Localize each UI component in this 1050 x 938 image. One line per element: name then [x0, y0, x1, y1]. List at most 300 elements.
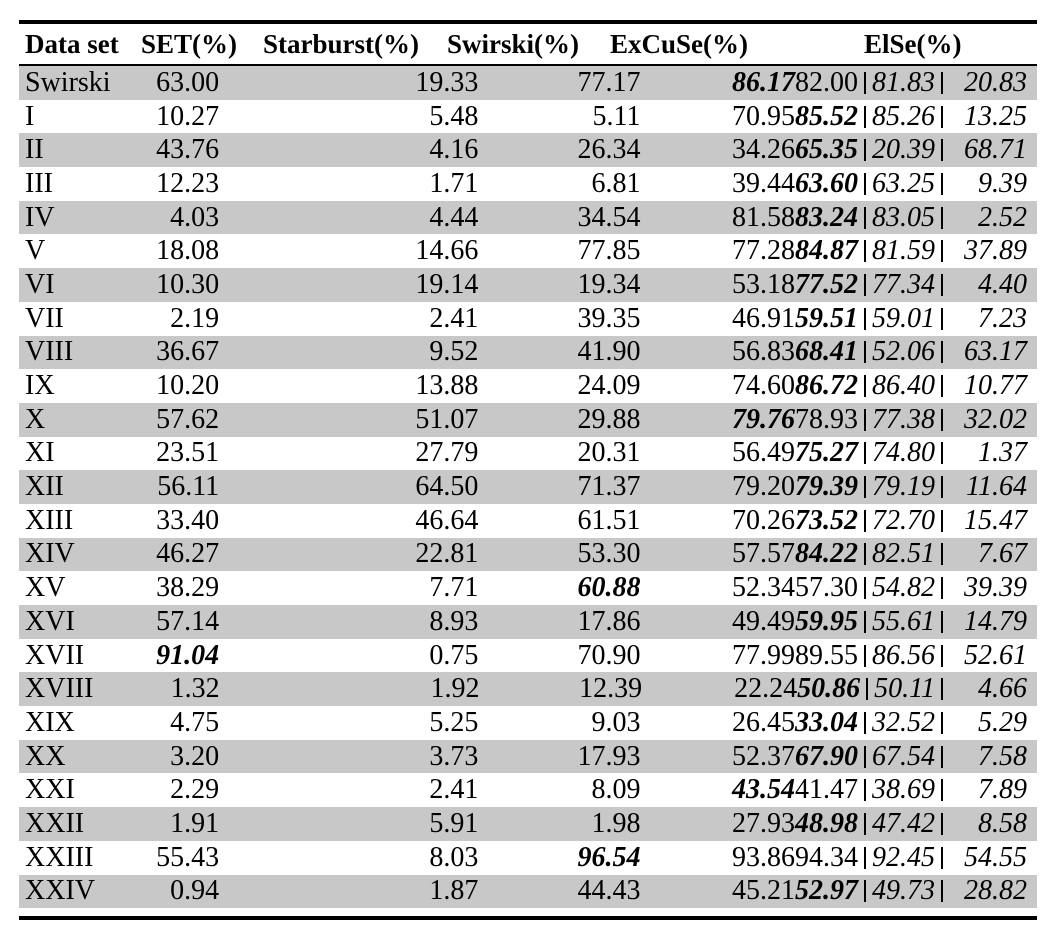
separator-bar [864, 72, 866, 94]
cell-excuse: 79.76 [732, 403, 796, 435]
cell-starburst: 8.93 [429, 605, 479, 637]
table-row [19, 504, 1037, 538]
else-value-second: 49.73 [872, 875, 936, 907]
cell-set: 3.20 [170, 740, 220, 772]
cell-set: 1.91 [170, 807, 220, 839]
cell-excuse: 57.57 [732, 538, 796, 570]
cell-data-set: XX [25, 740, 66, 772]
separator-bar [941, 510, 943, 532]
else-value-main: 73.52 [795, 504, 859, 536]
else-value-second: 72.70 [872, 504, 936, 536]
cell-set: 2.19 [170, 302, 220, 334]
separator-bar [864, 847, 866, 869]
header-starburst: Starburst(%) [263, 28, 419, 59]
else-value-second: 82.51 [872, 538, 936, 570]
cell-data-set: XXI [25, 774, 75, 806]
cell-set: 33.40 [156, 504, 220, 536]
cell-else [795, 504, 1037, 536]
separator-bar [864, 442, 866, 464]
cell-else [795, 841, 1037, 873]
cell-data-set: XIV [25, 538, 75, 570]
separator-bar [941, 476, 943, 498]
separator-bar [941, 72, 943, 94]
cell-starburst: 5.25 [429, 706, 479, 738]
table-row [19, 470, 1037, 504]
else-value-second: 59.01 [872, 302, 936, 334]
else-value-main: 67.90 [795, 740, 859, 772]
separator-bar [941, 375, 943, 397]
cell-set: 43.76 [156, 134, 220, 166]
else-value-third: 4.40 [978, 268, 1028, 300]
else-value-main: 59.95 [795, 605, 859, 637]
table-row [19, 66, 1037, 100]
separator-bar [941, 308, 943, 330]
separator-bar [864, 645, 866, 667]
cell-starburst: 4.16 [429, 134, 479, 166]
else-value-main: 89.55 [795, 639, 859, 671]
cell-data-set: VII [25, 302, 64, 334]
cell-data-set: XIX [25, 706, 75, 738]
cell-swirski: 39.35 [577, 302, 641, 334]
cell-excuse: 52.34 [732, 572, 796, 604]
else-value-main: 65.35 [795, 134, 859, 166]
cell-excuse: 46.91 [732, 302, 796, 334]
table-row [19, 403, 1037, 437]
cell-data-set: Swirski [25, 66, 111, 98]
separator-bar [864, 611, 866, 633]
cell-else [795, 639, 1037, 671]
separator-bar [866, 678, 868, 700]
cell-data-set: XVI [25, 605, 75, 637]
table-row [19, 302, 1037, 336]
else-value-third: 7.23 [978, 302, 1028, 334]
cell-starburst: 5.91 [429, 807, 479, 839]
else-value-main: 63.60 [795, 167, 859, 199]
table-row [19, 437, 1037, 471]
bottom-rule [19, 916, 1037, 920]
separator-bar [941, 173, 943, 195]
else-value-third: 1.37 [978, 437, 1028, 469]
cell-excuse: 34.26 [732, 134, 796, 166]
table-row [19, 369, 1037, 403]
table-body [19, 66, 1037, 908]
cell-starburst: 2.41 [429, 774, 479, 806]
separator-bar [941, 341, 943, 363]
table-row [19, 672, 1037, 706]
else-value-main: 75.27 [795, 437, 859, 469]
else-value-main: 50.86 [797, 673, 861, 705]
separator-bar [864, 577, 866, 599]
cell-set: 4.03 [170, 201, 220, 233]
else-value-third: 37.89 [964, 235, 1028, 267]
separator-bar [864, 207, 866, 229]
cell-else [795, 167, 1037, 199]
cell-else [795, 605, 1037, 637]
cell-data-set: XXIV [25, 875, 95, 907]
cell-swirski: 24.09 [577, 370, 641, 402]
cell-else [795, 100, 1037, 132]
separator-bar [864, 476, 866, 498]
cell-set: 57.14 [156, 605, 220, 637]
cell-swirski: 70.90 [577, 639, 641, 671]
cell-swirski: 26.34 [577, 134, 641, 166]
cell-else [795, 877, 1037, 905]
cell-swirski: 53.30 [577, 538, 641, 570]
cell-set: 38.29 [156, 572, 220, 604]
separator-bar [941, 274, 943, 296]
separator-bar [864, 106, 866, 128]
else-value-second: 77.38 [872, 403, 936, 435]
else-value-second: 55.61 [872, 605, 936, 637]
cell-starburst: 8.03 [429, 841, 479, 873]
else-value-second: 67.54 [872, 740, 936, 772]
cell-data-set: XXIII [25, 841, 94, 873]
separator-bar [941, 409, 943, 431]
table-row [19, 336, 1037, 370]
cell-set: 36.67 [156, 336, 220, 368]
else-value-second: 81.83 [872, 66, 936, 98]
cell-else [795, 740, 1037, 772]
table-row [19, 740, 1037, 774]
else-value-second: 20.39 [872, 134, 936, 166]
else-value-third: 63.17 [964, 336, 1028, 368]
cell-data-set: II [25, 134, 44, 166]
table-row [19, 706, 1037, 740]
else-value-main: 78.93 [795, 403, 859, 435]
cell-starburst: 46.64 [415, 504, 479, 536]
cell-starburst: 19.14 [415, 268, 479, 300]
cell-else [795, 473, 1037, 501]
cell-else [795, 66, 1037, 98]
else-value-third: 9.39 [978, 167, 1028, 199]
cell-starburst: 22.81 [415, 538, 479, 570]
separator-bar [864, 341, 866, 363]
table-row [19, 639, 1037, 673]
cell-starburst: 51.07 [415, 403, 479, 435]
separator-bar [941, 847, 943, 869]
else-value-third: 8.58 [978, 807, 1028, 839]
separator-bar [864, 746, 866, 768]
cell-set: 10.30 [156, 268, 220, 300]
else-value-main: 82.00 [795, 66, 859, 98]
table-row [19, 268, 1037, 302]
else-value-second: 92.45 [872, 841, 936, 873]
separator-bar [941, 139, 943, 161]
cell-starburst: 64.50 [415, 471, 479, 503]
cell-excuse: 22.24 [734, 673, 798, 705]
else-value-main: 77.52 [795, 268, 859, 300]
cell-data-set: XII [25, 471, 64, 503]
header-else: ElSe(%) [864, 28, 962, 59]
cell-starburst: 7.71 [429, 572, 479, 604]
cell-data-set: X [25, 403, 46, 435]
else-value-main: 41.47 [795, 774, 859, 806]
else-value-main: 68.41 [795, 336, 859, 368]
cell-data-set: XVII [25, 639, 85, 671]
table-row [19, 807, 1037, 841]
separator-bar [941, 442, 943, 464]
cell-else [795, 268, 1037, 300]
cell-set: 10.20 [156, 370, 220, 402]
cell-excuse: 53.18 [732, 268, 796, 300]
else-value-second: 77.34 [872, 268, 936, 300]
else-value-main: 84.87 [795, 235, 859, 267]
cell-else [795, 439, 1037, 467]
cell-set: 46.27 [156, 538, 220, 570]
cell-excuse: 39.44 [732, 167, 796, 199]
separator-bar [864, 274, 866, 296]
cell-starburst: 9.52 [429, 336, 479, 368]
else-value-main: 84.22 [795, 538, 859, 570]
else-value-third: 54.55 [964, 841, 1028, 873]
cell-data-set: IX [25, 370, 55, 402]
else-value-third: 4.66 [978, 673, 1027, 705]
cell-else [795, 807, 1037, 839]
else-value-third: 11.64 [966, 471, 1028, 503]
cell-starburst: 2.41 [429, 302, 479, 334]
cell-excuse: 52.37 [732, 740, 796, 772]
separator-bar [941, 746, 943, 768]
separator-bar [864, 375, 866, 397]
cell-swirski: 77.85 [577, 235, 641, 267]
cell-excuse: 93.86 [732, 841, 796, 873]
else-value-second: 38.69 [872, 774, 936, 806]
else-value-second: 86.40 [872, 370, 936, 402]
cell-excuse: 45.21 [732, 875, 796, 907]
else-value-second: 74.80 [872, 437, 936, 469]
else-value-main: 33.04 [795, 706, 859, 738]
cell-set: 2.29 [170, 774, 220, 806]
cell-else [795, 403, 1037, 435]
header-excuse: ExCuSe(%) [610, 28, 749, 59]
cell-set: 18.08 [156, 235, 220, 267]
separator-bar [864, 510, 866, 532]
cell-excuse: 27.93 [732, 807, 796, 839]
cell-swirski: 17.86 [577, 605, 641, 637]
else-value-main: 86.72 [795, 370, 859, 402]
else-value-third: 39.39 [964, 572, 1028, 604]
cell-swirski: 19.34 [577, 268, 641, 300]
else-value-third: 5.29 [978, 706, 1028, 738]
cell-swirski: 77.17 [577, 66, 641, 98]
cell-data-set: VI [25, 268, 55, 300]
else-value-third: 28.82 [964, 875, 1028, 907]
cell-else [795, 574, 1037, 602]
header-set: SET(%) [141, 28, 238, 59]
cell-else [795, 338, 1037, 366]
else-value-second: 63.25 [872, 167, 936, 199]
cell-starburst: 0.75 [429, 639, 479, 671]
table-row [19, 133, 1037, 167]
table-row [19, 605, 1037, 639]
else-value-main: 57.30 [795, 572, 859, 604]
else-value-third: 7.89 [978, 774, 1028, 806]
cell-set: 23.51 [156, 437, 220, 469]
else-value-second: 79.19 [872, 471, 936, 503]
header-data-set: Data set [25, 28, 119, 59]
cell-else [795, 237, 1037, 265]
cell-else [797, 675, 1037, 703]
separator-bar [941, 712, 943, 734]
cell-swirski: 12.39 [579, 673, 643, 705]
separator-bar [941, 678, 943, 700]
cell-data-set: IV [25, 201, 55, 233]
separator-bar [864, 240, 866, 262]
separator-bar [864, 813, 866, 835]
cell-starburst: 13.88 [415, 370, 479, 402]
cell-excuse: 70.26 [732, 504, 796, 536]
cell-set: 12.23 [156, 167, 220, 199]
cell-swirski: 34.54 [577, 201, 641, 233]
cell-starburst: 1.92 [430, 673, 480, 705]
cell-swirski: 20.31 [577, 437, 641, 469]
cell-set: 63.00 [156, 66, 220, 98]
else-value-third: 68.71 [964, 134, 1028, 166]
cell-excuse: 49.49 [732, 605, 796, 637]
cell-data-set: XI [25, 437, 55, 469]
else-value-main: 79.39 [795, 471, 859, 503]
cell-swirski: 9.03 [591, 706, 641, 738]
cell-data-set: XVIII [25, 673, 94, 705]
else-value-second: 83.05 [872, 201, 936, 233]
else-value-second: 52.06 [872, 336, 936, 368]
separator-bar [941, 779, 943, 801]
table-row [19, 571, 1037, 605]
cell-swirski: 5.11 [592, 100, 641, 132]
cell-else [795, 540, 1037, 568]
separator-bar [864, 779, 866, 801]
table-row [19, 100, 1037, 134]
cell-swirski: 6.81 [591, 167, 641, 199]
cell-data-set: I [25, 100, 35, 132]
else-value-third: 13.25 [964, 100, 1028, 132]
cell-starburst: 3.73 [429, 740, 479, 772]
else-value-third: 52.61 [964, 639, 1028, 671]
else-value-second: 47.42 [872, 807, 936, 839]
cell-excuse: 74.60 [732, 370, 796, 402]
separator-bar [941, 611, 943, 633]
separator-bar [941, 543, 943, 565]
else-value-third: 20.83 [964, 66, 1028, 98]
else-value-third: 7.58 [978, 740, 1028, 772]
cell-set: 57.62 [156, 403, 220, 435]
separator-bar [941, 813, 943, 835]
cell-else [795, 302, 1037, 334]
table-row [19, 201, 1037, 235]
table-row [19, 773, 1037, 807]
cell-swirski: 29.88 [577, 403, 641, 435]
else-value-third: 14.79 [964, 605, 1028, 637]
separator-bar [941, 577, 943, 599]
separator-bar [864, 308, 866, 330]
header-swirski: Swirski(%) [447, 28, 580, 59]
cell-starburst: 1.71 [429, 167, 479, 199]
cell-starburst: 19.33 [415, 66, 479, 98]
separator-bar [941, 240, 943, 262]
separator-bar [864, 712, 866, 734]
cell-starburst: 27.79 [415, 437, 479, 469]
cell-swirski: 61.51 [577, 504, 641, 536]
cell-set: 55.43 [156, 841, 220, 873]
cell-set: 56.11 [157, 471, 220, 503]
cell-starburst: 4.44 [429, 201, 479, 233]
cell-excuse: 86.17 [732, 66, 796, 98]
separator-bar [864, 173, 866, 195]
cell-swirski: 1.98 [591, 807, 641, 839]
results-table [19, 20, 1037, 920]
cell-excuse: 56.49 [732, 437, 796, 469]
cell-excuse: 26.45 [732, 706, 796, 738]
separator-bar [864, 409, 866, 431]
cell-swirski: 17.93 [577, 740, 641, 772]
else-value-second: 86.56 [872, 639, 936, 671]
cell-excuse: 56.83 [732, 336, 796, 368]
cell-swirski: 96.54 [577, 841, 641, 873]
cell-swirski: 41.90 [577, 336, 641, 368]
cell-data-set: VIII [25, 336, 74, 368]
cell-swirski: 60.88 [577, 572, 641, 604]
cell-set: 0.94 [170, 875, 220, 907]
cell-swirski: 8.09 [591, 774, 641, 806]
else-value-second: 32.52 [872, 706, 936, 738]
table-row [19, 167, 1037, 201]
cell-swirski: 71.37 [577, 471, 641, 503]
cell-swirski: 44.43 [577, 875, 641, 907]
cell-excuse: 70.95 [732, 100, 796, 132]
separator-bar [941, 880, 943, 902]
cell-set: 91.04 [156, 639, 220, 671]
cell-data-set: XXII [25, 807, 85, 839]
table-row [19, 234, 1037, 268]
cell-data-set: XV [25, 572, 66, 604]
else-value-third: 7.67 [978, 538, 1028, 570]
separator-bar [864, 543, 866, 565]
separator-bar [941, 645, 943, 667]
cell-excuse: 79.20 [732, 471, 796, 503]
cell-starburst: 5.48 [429, 100, 479, 132]
else-value-main: 59.51 [795, 302, 859, 334]
cell-else [795, 136, 1037, 164]
separator-bar [941, 106, 943, 128]
else-value-second: 54.82 [872, 572, 936, 604]
cell-else [795, 201, 1037, 233]
else-value-main: 52.97 [795, 875, 859, 907]
cell-data-set: V [25, 235, 46, 267]
else-value-second: 81.59 [872, 235, 936, 267]
separator-bar [864, 139, 866, 161]
cell-data-set: XIII [25, 504, 74, 536]
cell-excuse: 77.28 [732, 235, 796, 267]
cell-data-set: III [25, 167, 53, 199]
else-value-main: 83.24 [795, 201, 859, 233]
cell-else [795, 372, 1037, 400]
cell-excuse: 77.99 [732, 639, 796, 671]
cell-starburst: 1.87 [429, 875, 479, 907]
table-row [19, 538, 1037, 572]
table-header-row [19, 24, 1037, 64]
else-value-third: 10.77 [964, 370, 1028, 402]
cell-set: 1.32 [170, 673, 220, 705]
cell-else [795, 706, 1037, 738]
else-value-main: 85.52 [795, 100, 859, 132]
else-value-second: 85.26 [872, 100, 936, 132]
table-row [19, 841, 1037, 875]
cell-starburst: 14.66 [415, 235, 479, 267]
else-value-third: 15.47 [964, 504, 1028, 536]
else-value-second: 50.11 [874, 673, 935, 705]
cell-excuse: 81.58 [732, 201, 796, 233]
separator-bar [864, 880, 866, 902]
